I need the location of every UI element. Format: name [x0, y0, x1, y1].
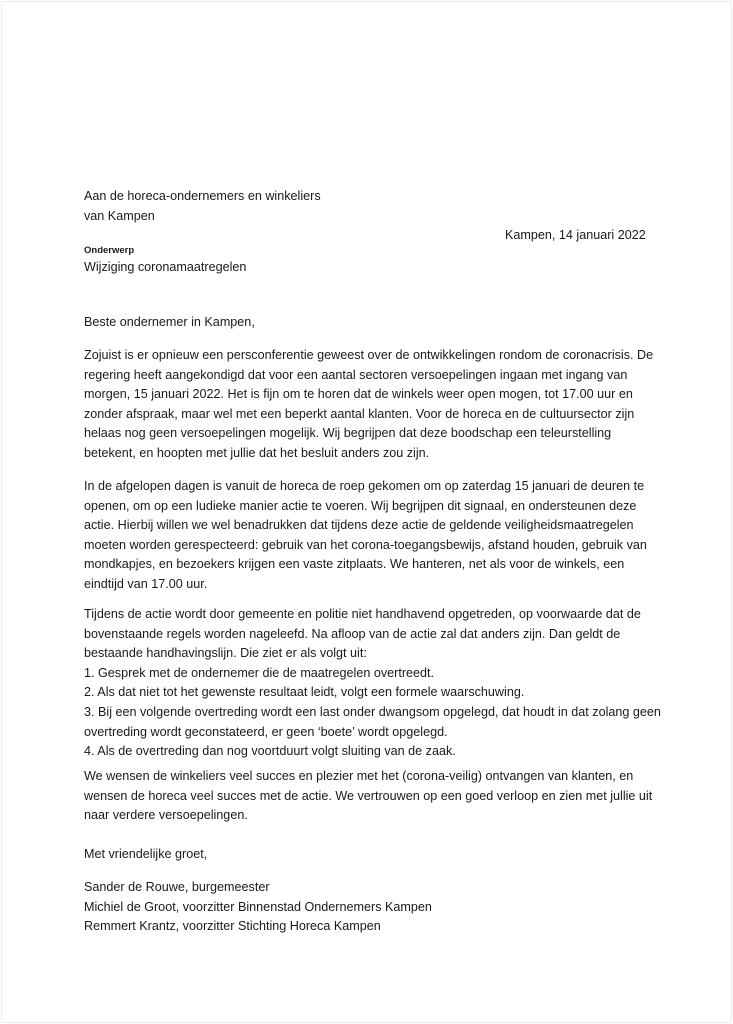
- subject-label: Onderwerp: [84, 245, 135, 256]
- paragraph-line: wensen de horeca veel succes met de actie. We vertrouwen op een goed verloop en zien met jullie uit: [84, 788, 653, 803]
- paragraph-4: [84, 767, 654, 826]
- subject-text: Wijziging coronamaatregelen: [84, 260, 247, 274]
- paragraph-line: mondkapjes, en bezoekers krijgen een vaste zitplaats. We hanteren, net als voor de winkels, een: [84, 557, 625, 572]
- paragraph-line: morgen, 15 januari 2022. Het is fijn om te horen dat de winkels weer open mogen, tot 17.00 uur en: [84, 387, 633, 402]
- paragraph-1: [84, 346, 654, 464]
- paragraph-2: [84, 477, 654, 595]
- paragraph-line: naar verdere versoepelingen.: [84, 808, 248, 823]
- place-date: Kampen, 14 januari 2022: [505, 228, 646, 242]
- recipient-line-1: Aan de horeca-ondernemers en winkeliers: [84, 189, 321, 203]
- signatory: Remmert Krantz, voorzitter Stichting Horeca Kampen: [84, 919, 381, 934]
- signatories: [84, 878, 654, 937]
- recipient-address: [84, 187, 654, 226]
- signatory: Michiel de Groot, voorzitter Binnenstad Ondernemers Kampen: [84, 899, 432, 914]
- salutation: Beste ondernemer in Kampen,: [84, 315, 255, 329]
- list-item-3: 3. Bij een volgende overtreding wordt een last onder dwangsom opgelegd, dat houdt in dat zolang geen: [84, 704, 661, 719]
- paragraph-line: bovenstaande regels worden nageleefd. Na afloop van de actie zal dat anders zijn. Dan geldt de: [84, 626, 621, 641]
- paragraph-line: eindtijd van 17.00 uur.: [84, 576, 208, 591]
- paragraph-line: actie. Hierbij willen we wel benadrukken dat tijdens deze actie de geldende veiligheidsmaatregelen: [84, 518, 634, 533]
- paragraph-line: openen, om op een ludieke manier actie te voeren. Wij begrijpen dit signaal, en ondersteunen deze: [84, 498, 637, 513]
- paragraph-line: moeten worden gerespecteerd: gebruik van het corona-toegangsbewijs, afstand houden, gebruik van: [84, 537, 647, 552]
- paragraph-line: regering heeft aangekondigd dat voor een aantal sectoren versoepelingen ingaan met ingang van: [84, 367, 628, 382]
- paragraph-line: betekent, en hoopten met jullie dat het besluit anders zou zijn.: [84, 445, 430, 460]
- paragraph-line: We wensen de winkeliers veel succes en plezier met het (corona-veilig) ontvangen van klanten, en: [84, 769, 634, 783]
- paragraph-line: zonder afspraak, maar wel met een beperkt aantal klanten. Voor de horeca en de cultuursector zijn: [84, 406, 635, 421]
- paragraph-line: Zojuist is er opnieuw een persconferentie geweest over de ontwikkelingen rondom de coronacrisis. De: [84, 348, 654, 362]
- closing: Met vriendelijke groet,: [84, 847, 208, 861]
- paragraph-line: In de afgelopen dagen is vanuit de horeca de roep gekomen om op zaterdag 15 januari de deuren te: [84, 479, 645, 493]
- list-item-4: 4. Als de overtreding dan nog voortduurt volgt sluiting van de zaak.: [84, 744, 456, 759]
- paragraph-line: bestaande handhavingslijn. Die ziet er als volgt uit:: [84, 646, 367, 661]
- list-item-2: 2. Als dat niet tot het gewenste resultaat leidt, volgt een formele waarschuwing.: [84, 685, 525, 700]
- paragraph-line: helaas nog geen versoepelingen mogelijk. Wij begrijpen dat deze boodschap een teleurstelling: [84, 426, 612, 441]
- paragraph-3: [84, 605, 661, 762]
- list-item-1: 1. Gesprek met de ondernemer die de maatregelen overtreedt.: [84, 665, 435, 680]
- signatory: Sander de Rouwe, burgemeester: [84, 880, 270, 894]
- paragraph-line: Tijdens de actie wordt door gemeente en politie niet handhavend opgetreden, op voorwaarde dat de: [84, 607, 641, 621]
- recipient-line-2: van Kampen: [84, 208, 155, 223]
- list-item-3-continued: overtreding wordt geconstateerd, er geen ‘boete’ wordt opgelegd.: [84, 724, 448, 739]
